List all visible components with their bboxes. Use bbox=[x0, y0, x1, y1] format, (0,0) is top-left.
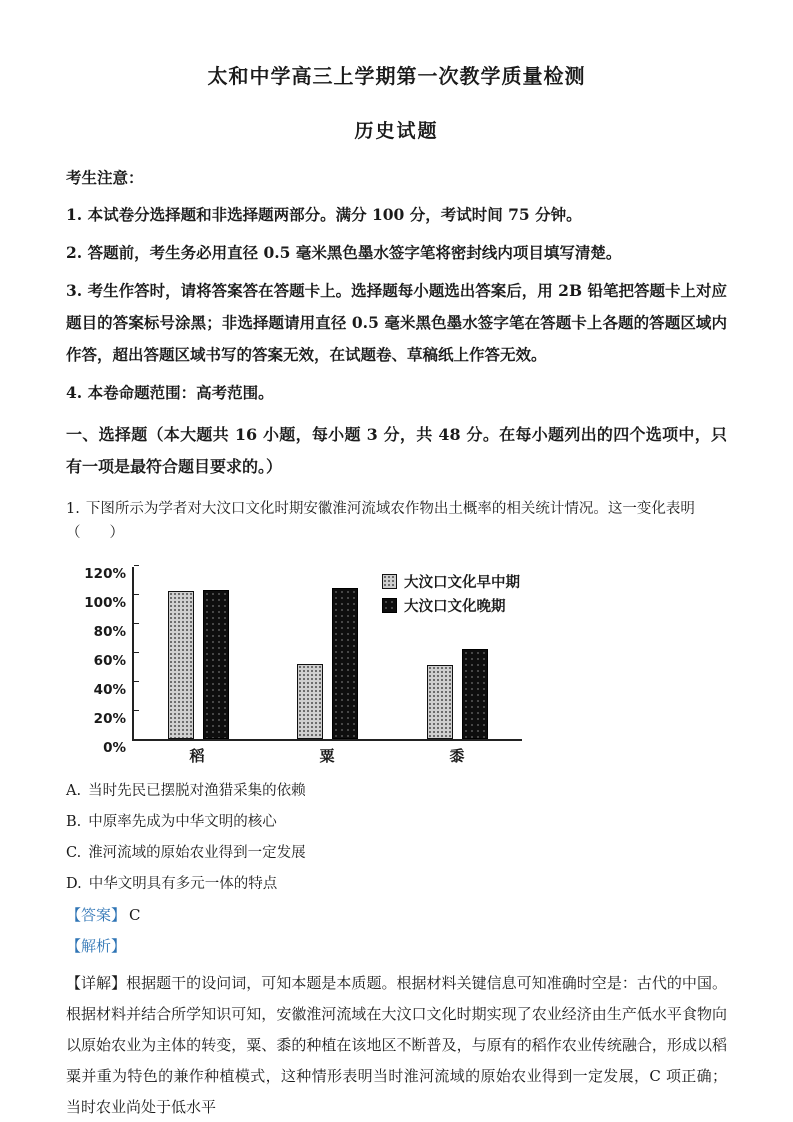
y-tick-label: 20% bbox=[93, 711, 126, 727]
legend-swatch-icon bbox=[382, 598, 397, 613]
chart-y-axis bbox=[82, 566, 132, 756]
y-tick-mark bbox=[134, 565, 139, 566]
y-tick-mark bbox=[134, 710, 139, 711]
legend-row bbox=[382, 571, 520, 592]
answer-value: C bbox=[129, 906, 141, 924]
option-b bbox=[66, 813, 727, 831]
explanation-paragraph bbox=[66, 968, 727, 1122]
chart-legend bbox=[380, 569, 522, 618]
y-tick-mark bbox=[134, 652, 139, 653]
bar-chart bbox=[82, 567, 522, 766]
option-a bbox=[66, 782, 727, 800]
page-subtitle: 历史试题 bbox=[354, 120, 439, 142]
y-tick-label: 80% bbox=[93, 624, 126, 640]
y-tick-label: 0% bbox=[103, 740, 126, 756]
page-title: 太和中学高三上学期第一次教学质量检测 bbox=[207, 64, 586, 88]
x-tick-label: 黍 bbox=[449, 747, 465, 765]
y-tick-label: 100% bbox=[84, 595, 126, 611]
y-tick-label: 40% bbox=[93, 682, 126, 698]
option-d bbox=[66, 875, 727, 893]
notice-item-2: 2. 答题前，考生务必用直径 0.5 毫米黑色墨水签字笔将密封线内项目填写清楚。 bbox=[66, 243, 622, 262]
legend-row bbox=[382, 595, 520, 616]
question-stem bbox=[66, 497, 727, 545]
chart-plot bbox=[132, 567, 522, 741]
legend-label: 大汶口文化晚期 bbox=[404, 599, 506, 615]
notice-item-4: 4. 本卷命题范围：高考范围。 bbox=[66, 383, 274, 402]
bar-大汶口文化晚期-稻 bbox=[203, 590, 229, 739]
option-c-text: 淮河流域的原始农业得到一定发展 bbox=[88, 845, 306, 861]
analysis-label: 【解析】 bbox=[66, 937, 127, 955]
x-tick-label: 粟 bbox=[319, 747, 335, 765]
option-a-text: 当时先民已摆脱对渔猎采集的依赖 bbox=[88, 783, 306, 799]
y-tick-mark bbox=[134, 594, 139, 595]
option-d-label: D. bbox=[66, 876, 82, 892]
answer-label: 【答案】 bbox=[66, 906, 127, 924]
explanation-label: 【详解】 bbox=[66, 974, 127, 992]
option-c-label: C. bbox=[66, 845, 82, 861]
bar-大汶口文化早中期-粟 bbox=[297, 664, 323, 739]
bar-大汶口文化早中期-黍 bbox=[427, 665, 453, 739]
answer-line bbox=[66, 906, 727, 925]
bar-大汶口文化早中期-稻 bbox=[168, 591, 194, 739]
notice-item-1: 1. 本试卷分选择题和非选择题两部分。满分 100 分，考试时间 75 分钟。 bbox=[66, 205, 582, 224]
section-heading: 一、选择题（本大题共 16 小题，每小题 3 分，共 48 分。在每小题列出的四个选项中，只有一项是最符合题目要求的。） bbox=[66, 425, 727, 476]
option-a-label: A. bbox=[66, 783, 82, 799]
legend-label: 大汶口文化早中期 bbox=[404, 575, 520, 591]
legend-swatch-icon bbox=[382, 574, 397, 589]
y-tick-mark bbox=[134, 681, 139, 682]
y-tick-label: 60% bbox=[93, 653, 126, 669]
y-tick-mark bbox=[134, 623, 139, 624]
notices-heading: 考生注意： bbox=[66, 168, 144, 187]
x-tick-label: 稻 bbox=[189, 747, 205, 765]
chart-x-labels bbox=[132, 745, 522, 766]
exam-notices bbox=[66, 163, 727, 409]
question-stem-text: 下图所示为学者对大汶口文化时期安徽淮河流域农作物出土概率的相关统计情况。这一变化表明（ ） bbox=[66, 501, 695, 541]
option-b-text: 中原率先成为中华文明的核心 bbox=[88, 814, 277, 830]
option-c bbox=[66, 844, 727, 862]
chart-plot-wrap bbox=[132, 567, 522, 766]
question-number: 1. bbox=[66, 501, 80, 517]
y-tick-label: 120% bbox=[84, 566, 126, 582]
question-options bbox=[66, 782, 727, 893]
analysis-line bbox=[66, 937, 727, 956]
bar-group-1 bbox=[168, 567, 229, 739]
bar-group-2 bbox=[297, 567, 358, 739]
option-d-text: 中华文明具有多元一体的特点 bbox=[88, 876, 278, 892]
notice-item-3: 3. 考生作答时，请将答案答在答题卡上。选择题每小题选出答案后，用 2B 铅笔把答题卡上对应题目的答案标号涂黑；非选择题请用直径 0.5 毫米黑色墨水签字笔在答题卡上各题的答题区域内作答，超出答题区域书写的答案无效，在试题卷、草稿纸上作答无效。 bbox=[66, 281, 727, 364]
bar-大汶口文化晚期-黍 bbox=[462, 649, 488, 739]
option-b-label: B. bbox=[66, 814, 82, 830]
bar-大汶口文化晚期-粟 bbox=[332, 588, 358, 739]
explanation-text: 根据题干的设问词，可知本题是本质题。根据材料关键信息可知准确时空是：古代的中国。根据材料并结合所学知识可知，安徽淮河流域在大汶口文化时期实现了农业经济由生产低水平食物向以原始农业为主体的转变，粟、黍的种植在该地区不断普及，与原有的稻作农业传统融合，形成以稻粟并重为特色的兼作种植模式，这种情形表明当时淮河流域的原始农业得到一定发展，C 项正确；当时农业尚处于低水平 bbox=[66, 974, 727, 1116]
